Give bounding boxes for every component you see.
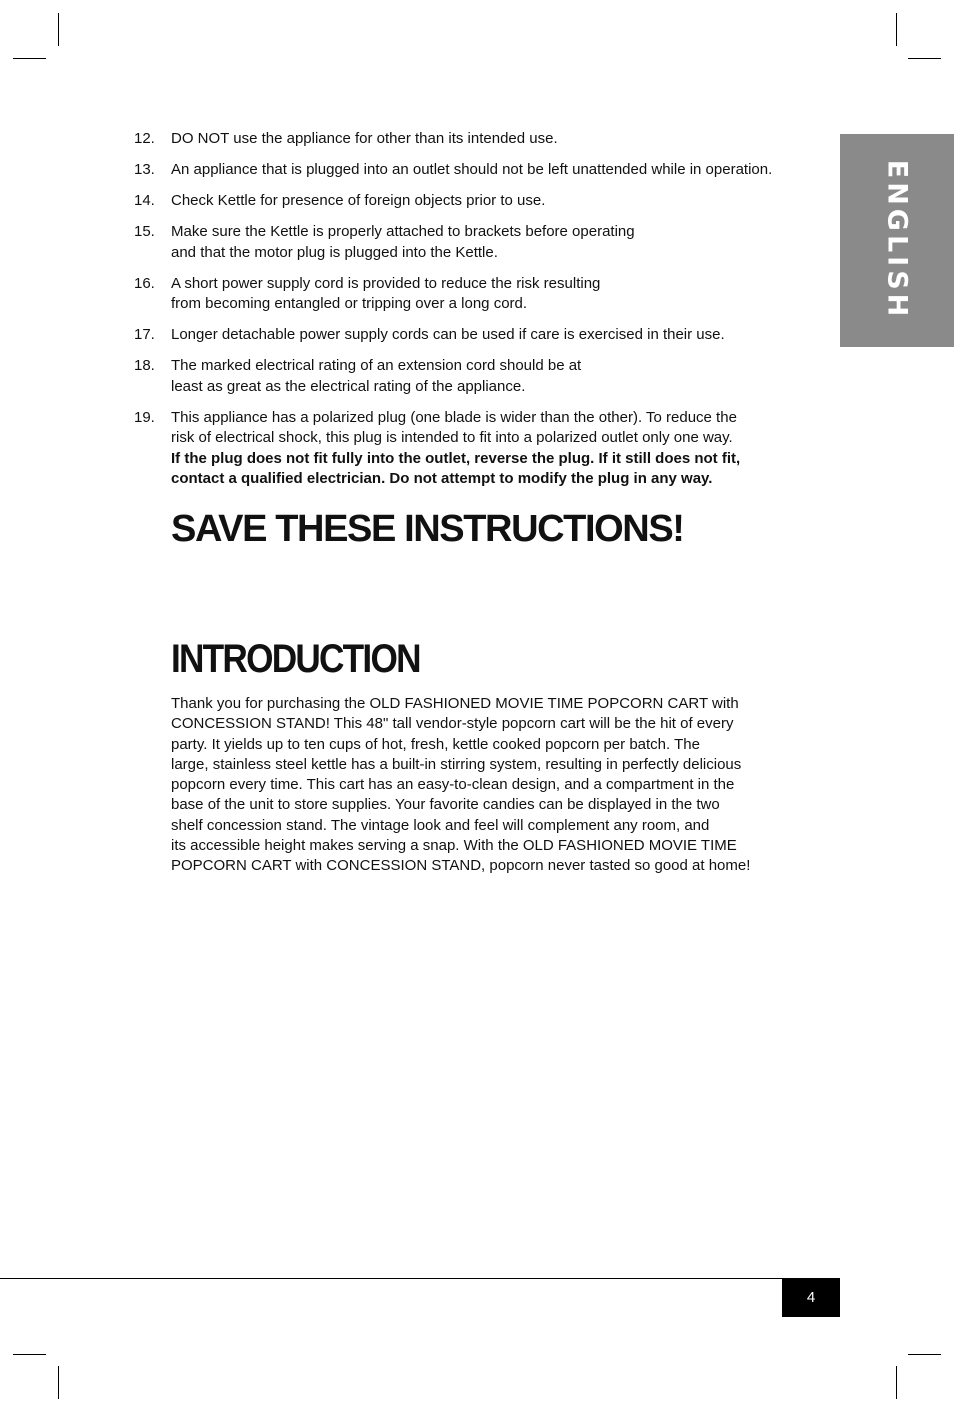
item-number: 14. (134, 192, 155, 209)
introduction-heading: INTRODUCTION (171, 637, 420, 681)
list-item (134, 325, 834, 346)
crop-mark-bottom-right-horizontal (908, 1354, 941, 1355)
language-tab-label: ENGLISH (881, 159, 913, 321)
list-item (134, 222, 834, 263)
list-item (134, 356, 834, 397)
item-text: A short power supply cord is provided to reduce the risk resulting from becoming entangled or tripping over a long cord. (171, 274, 601, 312)
item-text: An appliance that is plugged into an outlet should not be left unattended while in operation. (171, 161, 773, 178)
save-instructions-heading: SAVE THESE INSTRUCTIONS! (171, 508, 684, 550)
list-item (134, 408, 834, 490)
crop-mark-bottom-right-vertical (896, 1366, 897, 1399)
crop-mark-top-right-vertical (896, 13, 897, 46)
item-number: 17. (134, 326, 155, 343)
crop-mark-top-left-horizontal (13, 58, 46, 59)
item-number: 18. (134, 357, 155, 374)
item-text: The marked electrical rating of an extension cord should be at least as great as the electrical rating of the appliance. (171, 357, 582, 395)
item-number: 15. (134, 223, 155, 240)
item-number: 16. (134, 274, 155, 292)
crop-mark-bottom-left-horizontal (13, 1354, 46, 1355)
safety-instructions-list (134, 129, 834, 500)
list-item (134, 191, 834, 212)
crop-mark-top-left-vertical (58, 13, 59, 46)
item-text: Check Kettle for presence of foreign objects prior to use. (171, 192, 546, 209)
footer-rule (0, 1278, 840, 1279)
item-number: 12. (134, 130, 155, 147)
list-item (134, 160, 834, 181)
crop-mark-bottom-left-vertical (58, 1366, 59, 1399)
list-item (134, 274, 834, 315)
item-number: 13. (134, 161, 155, 178)
item-text: Longer detachable power supply cords can be used if care is exercised in their use. (171, 326, 725, 343)
item-text-container (171, 408, 834, 490)
introduction-paragraph: Thank you for purchasing the OLD FASHIONED MOVIE TIME POPCORN CART with CONCESSION STAND! This 48" tall vendor-style popcorn cart will be the hit of every party. It yields up to ten cups of hot, fresh, kettle cooked popcorn per batch. The large, stainless steel kettle has a built-in stirring system, resulting in perfectly delicious popcorn every time. This cart has an easy-to-clean design, and a compartment in the base of the unit to store supplies. Your favorite candies can be displayed in the two shelf concession stand. The vintage look and feel will complement any room, and its accessible height makes serving a snap. With the OLD FASHIONED MOVIE TIME POPCORN CART with CONCESSION STAND, popcorn never tasted so good at home! (171, 695, 751, 875)
page-number-box (782, 1278, 840, 1317)
list-item (134, 129, 834, 150)
item-text: DO NOT use the appliance for other than its intended use. (171, 130, 558, 147)
item-text: This appliance has a polarized plug (one blade is wider than the other). To reduce the risk of electrical shock, this plug is intended to fit into a polarized outlet only one way. (171, 408, 737, 446)
item-text: Make sure the Kettle is properly attached to brackets before operating and that the motor plug is plugged into the Kettle. (171, 223, 635, 261)
item-bold-warning: If the plug does not fit fully into the outlet, reverse the plug. If it still does not fit, contact a qualified electrician. Do not attempt to modify the plug in any way. (171, 449, 741, 487)
language-side-tab (840, 134, 954, 347)
crop-mark-top-right-horizontal (908, 58, 941, 59)
item-number: 19. (134, 408, 155, 426)
page-number: 4 (806, 1289, 816, 1306)
